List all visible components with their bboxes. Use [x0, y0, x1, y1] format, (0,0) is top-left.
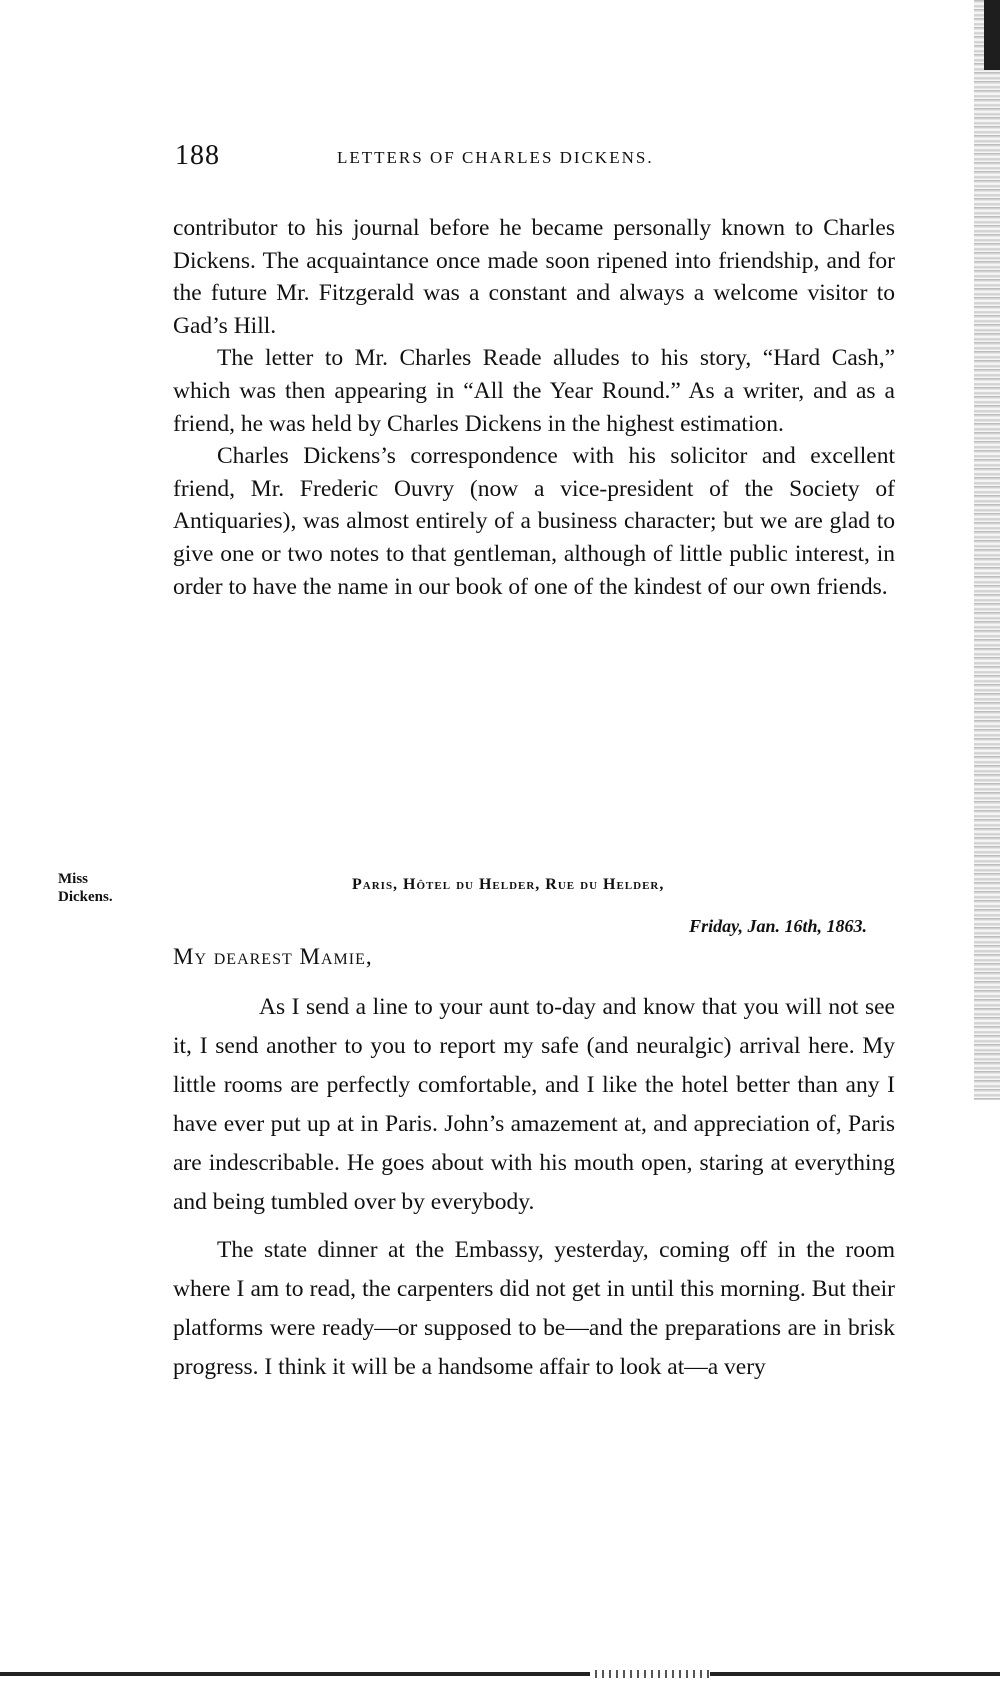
recipient-margin-note — [58, 870, 113, 906]
running-title: LETTERS OF CHARLES DICKENS. — [337, 148, 654, 167]
recipient-note-line-2: Dickens. — [58, 889, 113, 905]
bottom-scan-rule — [0, 1672, 1000, 1676]
page-header — [175, 140, 895, 180]
intro-paragraph-1: contributor to his journal before he became personally known to Charles Dickens. The acquaintance once made soon ripened into friendship, and for the future Mr. Fitzgerald was a constant and always a welcome visitor to Gad’s Hill. — [173, 215, 895, 339]
intro-paragraph-3: Charles Dickens’s correspondence with his solicitor and excellent friend, Mr. Frederic Ouvry (now a vice-president of the Society of Antiquaries), was almost entirely of a business character; but we are glad to give one or two notes to that gentleman, although of little public interest, in order to have the name in our book of one of the kindest of our own friends. — [173, 443, 895, 600]
letter-paragraph-2: The state dinner at the Embassy, yesterday, coming off in the room where I am to read, the carpenters did not get in until this morning. But their platforms were ready—or supposed to be—and the preparations are in brisk progress. I think it will be a handsome affair to look at—a very — [173, 1237, 895, 1380]
letter-salutation: My dearest Mamie, — [173, 944, 373, 969]
letter-date: Friday, Jan. 16th, 1863. — [689, 916, 867, 936]
bottom-scan-rule-gap — [590, 1670, 710, 1678]
page-edge-shadow — [974, 0, 1000, 1100]
intro-text — [173, 212, 895, 603]
recipient-note-line-1: Miss — [58, 871, 88, 887]
letter-paragraph-1: As I send a line to your aunt to-day and know that you will not see it, I send another to you to report my safe (and neuralgic) arrival here. My little rooms are perfectly comfortable, and I like the hotel better than any I have ever put up at in Paris. John’s amazement at, and appreciation of, Paris are indescribable. He goes about with his mouth open, staring at everything and being tumbled over by everybody. — [173, 994, 895, 1215]
letter-place: Paris, Hôtel du Helder, Rue du Helder, — [352, 876, 665, 893]
page-edge-dark-corner — [984, 0, 1000, 70]
page-number: 188 — [175, 140, 220, 171]
letter-body — [173, 988, 895, 1387]
intro-paragraph-2: The letter to Mr. Charles Reade alludes to his story, “Hard Cash,” which was then appearing in “All the Year Round.” As a writer, and as a friend, he was held by Charles Dickens in the highest estimation. — [173, 345, 895, 437]
